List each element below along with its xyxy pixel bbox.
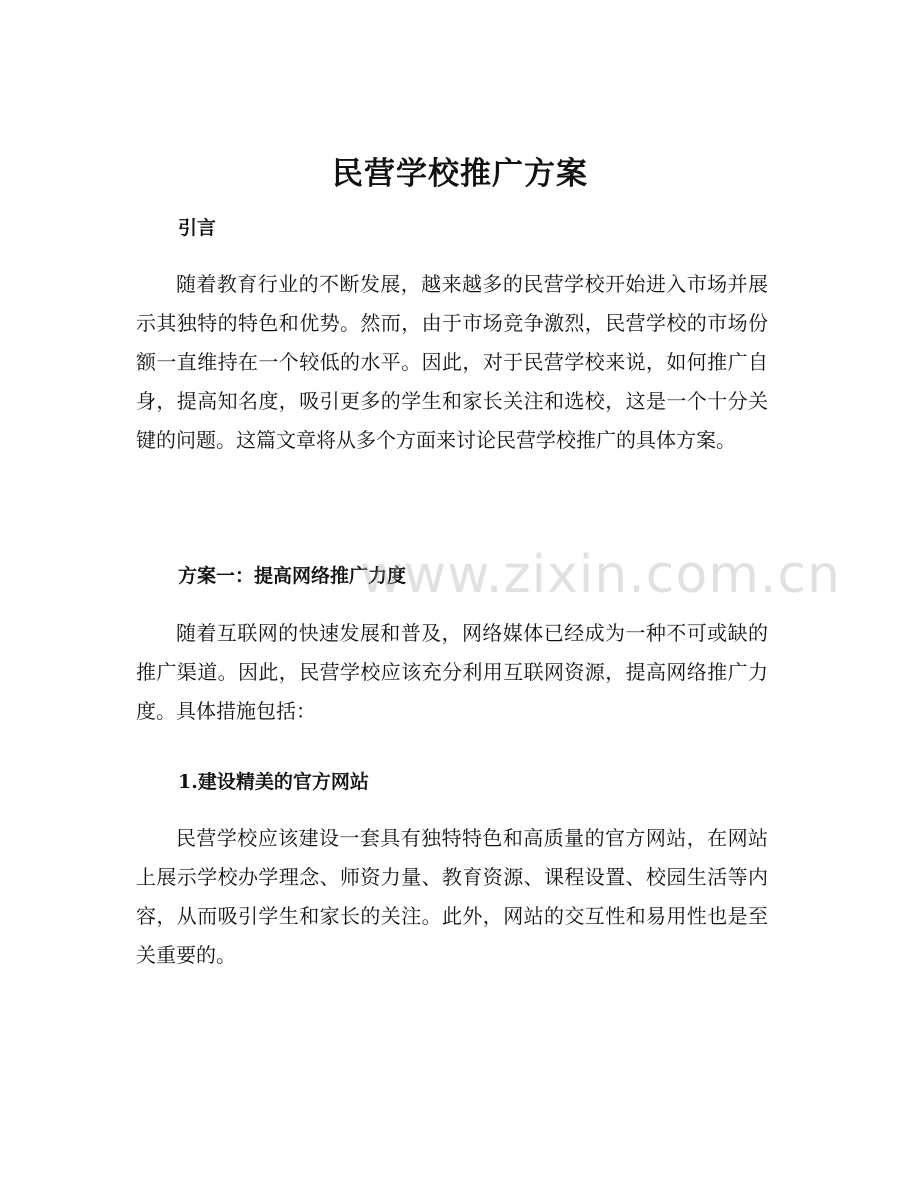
item1-heading: 1.建设精美的官方网站 [178,771,369,793]
item1-paragraph: 民营学校应该建设一套具有独特特色和高质量的官方网站，在网站上展示学校办学理念、师资力量、教育资源、课程设置、校园生活等内容，从而吸引学生和家长的关注。此外，网站的交互性和易用性也是至关重要的。 [136,826,768,967]
plan1-heading: 方案一：提高网络推广力度 [178,565,407,587]
intro-heading: 引言 [178,217,217,239]
document-title: 民营学校推广方案 [332,156,588,192]
intro-paragraph: 随着教育行业的不断发展，越来越多的民营学校开始进入市场并展示其独特的特色和优势。然而，由于市场竞争激烈，民营学校的市场份额一直维持在一个较低的水平。因此，对于民营学校来说，如何推广自身，提高知名度，吸引更多的学生和家长关注和选校，这是一个十分关键的问题。这篇文章将从多个方面来讨论民营学校推广的具体方案。 [136,272,768,452]
plan1-paragraph: 随着互联网的快速发展和普及，网络媒体已经成为一种不可或缺的推广渠道。因此，民营学校应该充分利用互联网资源，提高网络推广力度。具体措施包括： [136,621,768,723]
watermark: www.zixin.com.cn [360,545,841,605]
